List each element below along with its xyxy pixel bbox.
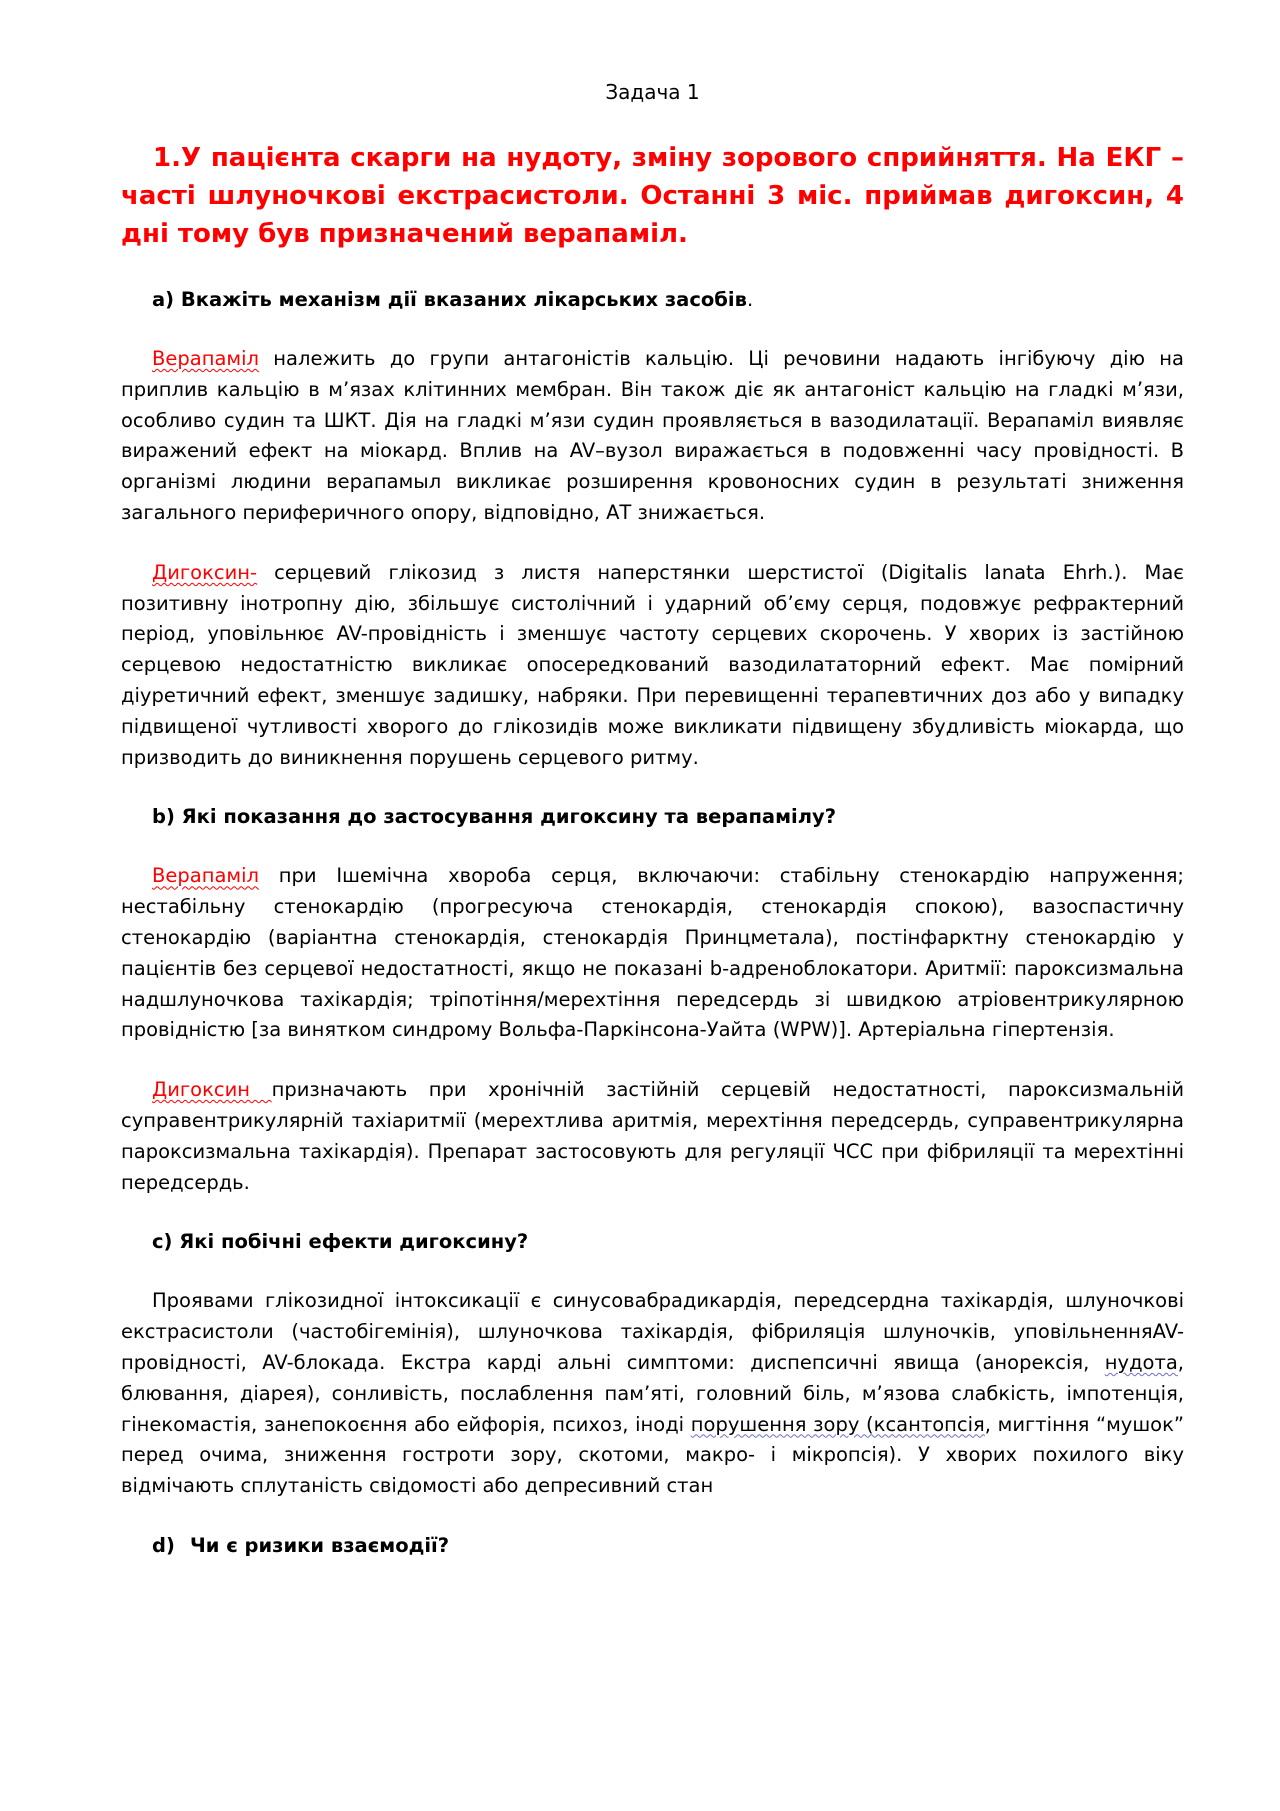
drug-name-verapamil: Верапаміл — [152, 864, 259, 888]
answer-a-digoxin-text: серцевий глікозид з листя наперстянки шерстистої (Digitalis lanata Ehrh.). Має позитивну інотропну дію, збільшує систолічний і ударний об’єму серця, подовжує рефрактерний період, уповільнює AV-провідність і зменшує частоту серцевих скорочень. У хворих із застійною серцевою недостатністю викликає опосередкований вазодилататорний ефект. Має помірний діуретичний ефект, зменшує задишку, набряки. При перевищенні терапевтичних доз або у випадку підвищеної чутливості хворого до глікозидів може викликати підвищену збудливість міокарда, що призводить до виникнення порушень серцевого ритму. — [121, 560, 1184, 769]
question-a — [121, 285, 1184, 315]
answer-b-digoxin — [121, 1075, 1184, 1198]
spellcheck-phrase-vision: порушення зору (ксантопсія — [690, 1412, 985, 1436]
answer-a-digoxin — [121, 558, 1184, 774]
spellcheck-word-nudota: нудота — [1104, 1350, 1178, 1374]
question-c: c) Які побічні ефекти дигоксину? — [152, 1230, 529, 1254]
answer-c-part-2: , блювання, діарея), сонливість, послаблення пам’яті, головний біль, м’язова слабкість, імпотенція, гінекомастія, занепокоєння або ейфорія, психоз, іноді — [121, 1350, 1184, 1436]
drug-name-digoxin: Дигоксин- — [152, 560, 258, 584]
answer-a-verapamil — [121, 344, 1184, 529]
answer-c-part-1: Проявами глікозидної інтоксикації є синусовабрадикардія, передсердна тахікардія, шлуночкові екстрасистоли (частобігемінія), шлуночкова тахікардія, фібриляція шлуночків, уповільненняAV-провідності, AV-блокада. Екстра карді альні симптоми: диспепсичні явища (анорексія, — [121, 1289, 1184, 1374]
question-d-letter: d) — [152, 1533, 175, 1557]
drug-name-verapamil: Верапаміл — [152, 347, 259, 370]
question-a-text: а) Вкажіть механізм дії вказаних лікарських засобів — [152, 288, 747, 311]
answer-c-part-3: , мигтіння “мушок” перед очима, зниження гостроти зору, скотоми, макро- і мікропсія). У хворих похилого віку відмічають сплутаність свідомості або депресивний стан — [121, 1412, 1184, 1498]
question-d — [121, 1531, 1184, 1561]
answer-a-verapamil-text: належить до групи антагоністів кальцію. Ці речовини надають інгібуючу дію на приплив кальцію в м’язах клітинних мембран. Він також діє як антагоніст кальцію на гладкі м’язи, особливо судин та ШКТ. Дія на гладкі м’язи судин проявляється в вазодилатації. Верапаміл виявляє виражений ефект на міокард. Вплив на AV–вузол виражається в подовженні часу провідності. В організмі людини верапамыл викликає розширення кровоносних судин в результаті зниження загального периферичного опору, відповідно, АТ знижається. — [121, 347, 1184, 524]
answer-b-digoxin-text: призначають при хронічній застійній серцевій недостатності, пароксизмальній суправентрикулярній тахіаритмії (мерехтлива аритмія, мерехтіння передсердь, суправентрикулярна пароксизмальна тахікардія). Препарат застосовують для регуляції ЧСС при фібриляції та мерехтінні передсердь. — [121, 1078, 1184, 1194]
drug-name-digoxin: Дигоксин — [152, 1078, 272, 1102]
answer-c-side-effects — [121, 1286, 1184, 1502]
answer-b-verapamil — [121, 861, 1184, 1046]
question-b: b) Які показання до застосування дигоксину та верапамілу? — [152, 805, 837, 829]
task-title: Задача 1 — [605, 80, 700, 104]
question-d-text: Чи є ризики взаємодії? — [190, 1533, 450, 1557]
question-a-period: . — [746, 288, 754, 311]
problem-statement: 1.У пацієнта скарги на нудоту, зміну зорового сприйняття. На ЕКГ – часті шлуночкові екстрасистоли. Останні 3 міс. приймав дигоксин, 4 дні тому був призначений верапаміл. — [121, 143, 1184, 249]
answer-b-verapamil-text: при Ішемічна хвороба серця, включаючи: стабільну стенокардію напруження; нестабільну стенокардію (прогресуюча стенокардія, стенокардія спокою), вазоспастичну стенокардію (варіантна стенокардія, стенокардія Принцметала), постінфарктну стенокардію у пацієнтів без серцевої недостатності, якщо не показані b-адреноблокатори. Аритмії: пароксизмальна надшлуночкова тахікардія; тріпотіння/мерехтіння передсердь зі швидкою атріовентрикулярною провідністю [за винятком синдрому Вольфа-Паркінсона-Уайта (WPW)]. Артеріальна гіпертензія. — [121, 864, 1184, 1042]
